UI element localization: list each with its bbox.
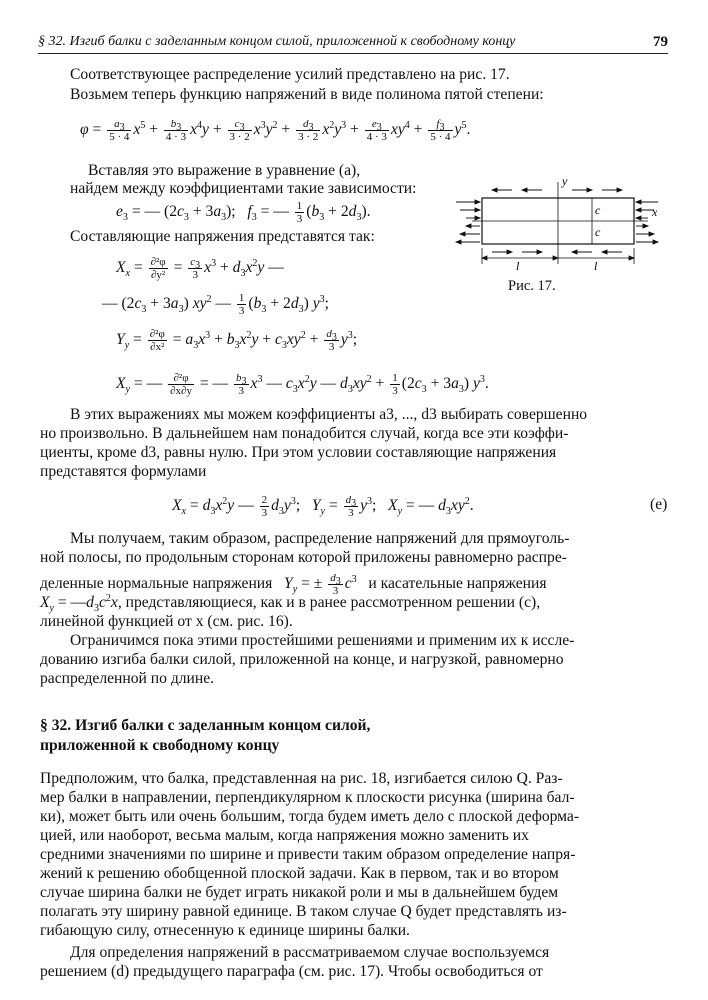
fig-label-x: x bbox=[652, 205, 658, 219]
assume-line-5: средними значениями по ширине и привести таким образом определение напря- bbox=[40, 846, 576, 863]
coeffs-line-4: представятся формулами bbox=[40, 463, 207, 480]
section-heading-line-1: § 32. Изгиб балки с заделанным концом силой, bbox=[40, 717, 371, 734]
limit-line-2: дованию изгиба балки силой, приложенной на конце, и нагрузкой, равномерно bbox=[40, 651, 564, 668]
formula-Xx-1: $X_x$ = $\frac{\text{∂²φ}}{\text{∂y²}}$ = $\frac{c_3}{3}$ $x^3 + d_3x^2y$ — bbox=[116, 256, 284, 281]
section-heading-line-2: приложенной к свободному концу bbox=[40, 737, 280, 754]
result-line-1: Мы получаем, таким образом, распределение напряжений для прямоуголь- bbox=[70, 530, 570, 547]
assume-line-9: гибающую силу, отнесенную к единице ширины балки. bbox=[40, 922, 410, 939]
assume-line-3: ки), может быть или очень большим, тогда будем иметь дело с плоской деформа- bbox=[40, 808, 580, 825]
intro-line-1: Соответствующее распределение усилий представлено на рис. 17. bbox=[70, 66, 510, 83]
result-line-3: деленные нормальные напряжения $Y_y$ = ± $\frac{d_3}{3}$ $c^3$ и касательные напряжения bbox=[40, 572, 547, 597]
intro-line-2: Возьмем теперь функцию напряжений в виде полинома пятой степени: bbox=[70, 86, 544, 103]
limit-line-3: распределенной по длине. bbox=[40, 670, 215, 687]
assume-line-2: мер балки в направлении, перпендикулярном к плоскости рисунка (ширина бал- bbox=[40, 789, 575, 806]
coeffs-line-1: В этих выражениях мы можем коэффициенты a3, ..., d3 выбирать совершенно bbox=[70, 406, 588, 423]
fig-label-y: y bbox=[562, 174, 568, 188]
formula-coeffs: $e_3$ = — $(2c_3 + 3a_3)$; $f_3$ = — $\frac{1}{3}$ $(b_3 + 2d_3)$. bbox=[116, 200, 371, 225]
running-header bbox=[38, 34, 668, 54]
end-load-arrows bbox=[456, 200, 658, 244]
formula-Xx-2: — $(2c_3 + 3a_3)$ $xy^2$ — $\frac{1}{3}$ $(b_3 + 2d_3)$ $y^3$; bbox=[102, 292, 329, 317]
equation-tag: (e) bbox=[650, 496, 668, 513]
page-number: 79 bbox=[653, 34, 668, 50]
assume-line-1: Предположим, что балка, представленная на рис. 18, изгибается силою Q. Раз- bbox=[40, 770, 563, 787]
assume-line-6: жений к решению обобщенной плоской задачи. Как в первом, так и во втором bbox=[40, 865, 559, 882]
formula-e: $X_x = d_3x^2y$ — $\frac{2}{3}$ $d_3y^3$; $Y_y$ = $\frac{d_3}{3}$ $y^3$; $X_y$ = — $d_3xy^2$. bbox=[172, 494, 474, 519]
formula-Xy: $X_y$ = — $\frac{\text{∂²φ}}{\partial x\partial y}$ = — $\frac{b_3}{3}$ $x^3$ — $c_3x^2y$ — $d_3xy^2$ + $\frac{1}{3}$ $(2c_3 + 3a_3)$ $y^3$. bbox=[116, 372, 489, 397]
header-title: § 32. Изгиб балки с заделанным концом силой, приложенной к свободному концу bbox=[38, 34, 516, 49]
formula-Yy: $Y_y$ = $\frac{\text{∂²φ}}{\text{∂x²}}$ = $a_3x^3 + b_3x^2y + c_3xy^2$ + $\frac{d_3}{3}$ $y^3$; bbox=[116, 328, 358, 353]
components-intro: Составляющие напряжения представятся так: bbox=[70, 228, 375, 245]
result-line-3b: и касательные напряжения bbox=[368, 575, 547, 593]
insert-line-1: Вставляя это выражение в уравнение (a), bbox=[88, 162, 361, 179]
fig-label-l-right: l bbox=[594, 259, 598, 273]
formula-phi: φ = $\frac{a_3}{5 \cdot 4}$ $x^5$ + $\frac{b_3}{4 \cdot 3}$ $x^4y$ + $\frac{c_3}{3 \cdot 2}$ $x^3y^2$ + $\frac{d_3}{3 \cdot 2}$ $x^2y^3$ + $\frac{e_3}{4 \cdot 3}$ $xy^4$ + $\frac{f_3}{5 \cdot 4}$ $y^5$. bbox=[80, 118, 471, 143]
result-line-3a: деленные нормальные напряжения bbox=[40, 575, 273, 593]
coeffs-line-3: циенты, кроме d3, равны нулю. При этом условии составляющие напряжения bbox=[40, 444, 557, 461]
fig-label-l-left: l bbox=[516, 259, 520, 273]
result-line-5: линейной функцией от x (см. рис. 16). bbox=[40, 613, 293, 630]
last-line-1: Для определения напряжений в рассматриваемом случае воспользуемся bbox=[70, 944, 550, 961]
assume-line-8: полагать эту ширину равной единице. В таком случае Q будет представлять из- bbox=[40, 903, 567, 920]
limit-line-1: Ограничимся пока этими простейшими решениями и применим их к иссле- bbox=[70, 632, 575, 649]
insert-line-2: найдем между коэффициентами такие зависимости: bbox=[70, 180, 417, 197]
fig-label-c-top: c bbox=[595, 203, 601, 217]
figure-caption: Рис. 17. bbox=[508, 278, 556, 294]
figure-17 bbox=[452, 174, 664, 304]
result-line-4: $X_y$ = $—d_3c^2x$, представляющиеся, как и в ранее рассмотренном решении (c), bbox=[40, 592, 541, 615]
result-line-4-text: представляющиеся, как и в ранее рассмотренном решении (c), bbox=[125, 594, 541, 611]
result-line-2: ной полосы, по продольным сторонам которой приложены равномерно распре- bbox=[40, 549, 567, 566]
last-line-2: решением (d) предыдущего параграфа (см. рис. 17). Чтобы освободиться от bbox=[40, 963, 543, 980]
assume-line-7: случае ширина балки не будет играть никакой роли и мы в дальнейшем будем bbox=[40, 884, 559, 901]
coeffs-line-2: но произвольно. В дальнейшем нам понадобится случай, когда все эти коэффи- bbox=[40, 425, 569, 442]
assume-line-4: цией, или наоборот, весьма малым, когда напряжения можно заменить их bbox=[40, 827, 529, 844]
fig-label-c-bottom: c bbox=[595, 225, 601, 239]
